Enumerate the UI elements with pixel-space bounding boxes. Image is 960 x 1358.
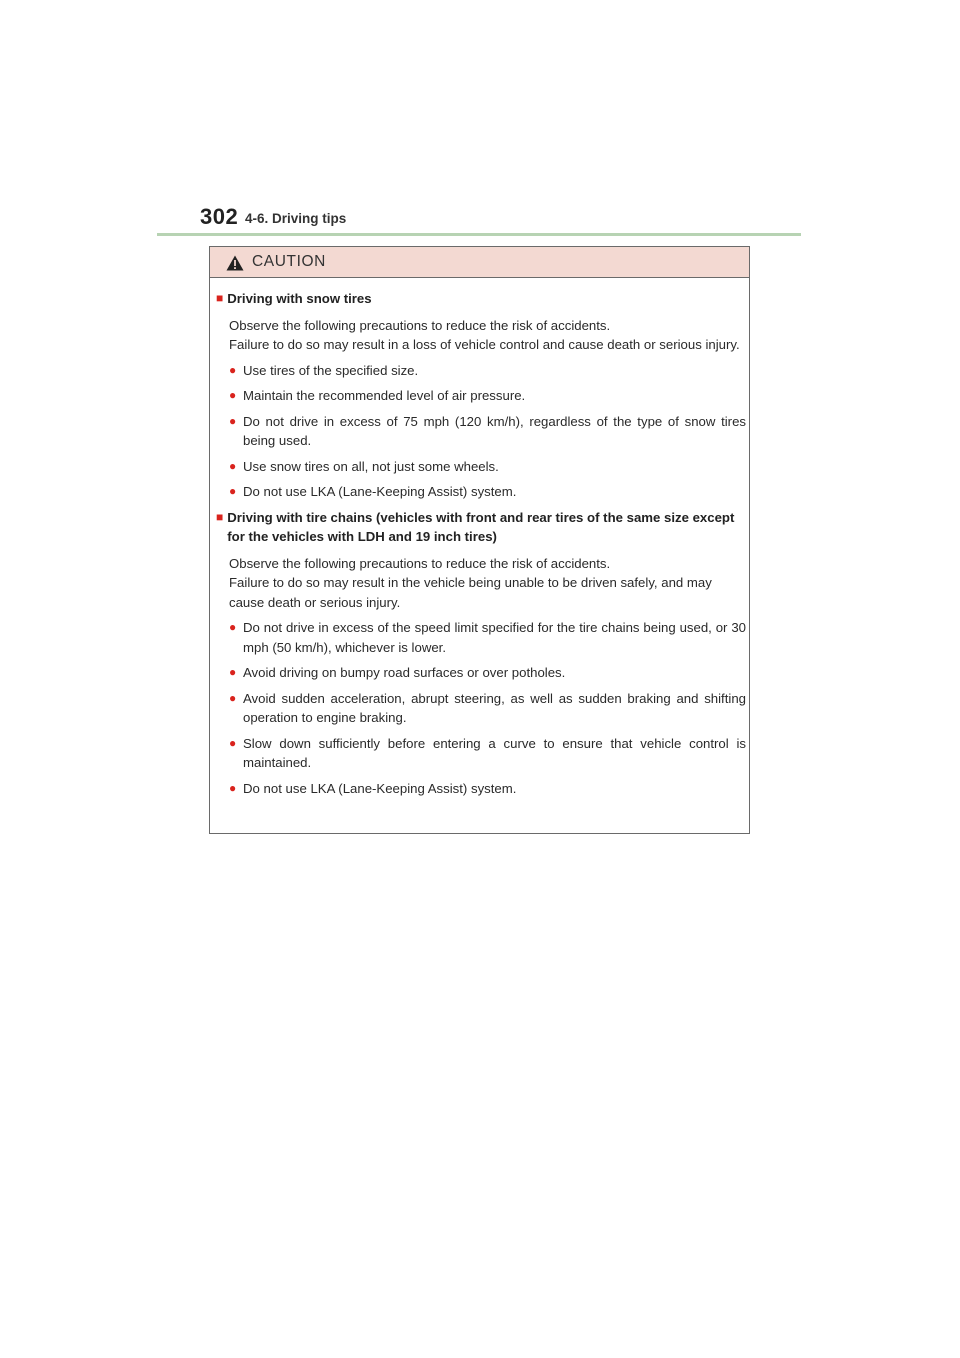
circle-bullet-icon: ● bbox=[229, 362, 237, 377]
list-item: ● Slow down sufficiently before entering a curve to ensure that vehicle control is maintained. bbox=[216, 734, 746, 773]
list-item: ● Do not use LKA (Lane-Keeping Assist) system. bbox=[216, 482, 746, 502]
square-bullet-icon: ■ bbox=[216, 509, 224, 524]
caution-header bbox=[210, 247, 749, 278]
circle-bullet-icon: ● bbox=[229, 458, 237, 473]
list-item: ● Do not use LKA (Lane-Keeping Assist) system. bbox=[216, 779, 746, 799]
page-header bbox=[200, 204, 800, 234]
section-heading: ■ Driving with snow tires bbox=[216, 289, 746, 309]
section-heading: ■ Driving with tire chains (vehicles with front and rear tires of the same size except for the vehicles with LDH and 19 inch tires) bbox=[216, 508, 746, 547]
section-title: 4-6. Driving tips bbox=[245, 211, 347, 226]
caution-label: CAUTION bbox=[252, 253, 326, 270]
caution-box bbox=[209, 246, 750, 834]
circle-bullet-icon: ● bbox=[229, 735, 237, 750]
list-item: ● Do not drive in excess of 75 mph (120 km/h), regardless of the type of snow tires being used. bbox=[216, 412, 746, 451]
list-item: ● Use snow tires on all, not just some wheels. bbox=[216, 457, 746, 477]
header-divider bbox=[157, 233, 801, 236]
list-item: ● Maintain the recommended level of air pressure. bbox=[216, 386, 746, 406]
circle-bullet-icon: ● bbox=[229, 690, 237, 705]
circle-bullet-icon: ● bbox=[229, 780, 237, 795]
circle-bullet-icon: ● bbox=[229, 388, 237, 402]
list-item: ● Avoid driving on bumpy road surfaces or over potholes. bbox=[216, 663, 746, 683]
circle-bullet-icon: ● bbox=[229, 413, 237, 428]
paragraph: Observe the following precautions to reduce the risk of accidents. Failure to do so may result in a loss of vehicle control and cause death or serious injury. bbox=[229, 317, 740, 352]
square-bullet-icon: ■ bbox=[216, 291, 224, 305]
list-item: ● Use tires of the specified size. bbox=[216, 361, 746, 381]
circle-bullet-icon: ● bbox=[229, 484, 237, 498]
page-number: 302 bbox=[200, 204, 239, 229]
list-item: ● Do not drive in excess of the speed limit specified for the tire chains being used, or 30 mph (50 km/h), whichever is lower. bbox=[216, 618, 746, 657]
paragraph: Observe the following precautions to reduce the risk of accidents. Failure to do so may result in the vehicle being unable to be driven safely, and may cause death or serious injury. bbox=[229, 555, 712, 610]
warning-triangle-icon bbox=[226, 255, 244, 271]
circle-bullet-icon: ● bbox=[229, 665, 237, 679]
list-item: ● Avoid sudden acceleration, abrupt steering, as well as sudden braking and shifting operation to engine braking. bbox=[216, 689, 746, 728]
circle-bullet-icon: ● bbox=[229, 620, 237, 634]
caution-content bbox=[216, 289, 746, 798]
